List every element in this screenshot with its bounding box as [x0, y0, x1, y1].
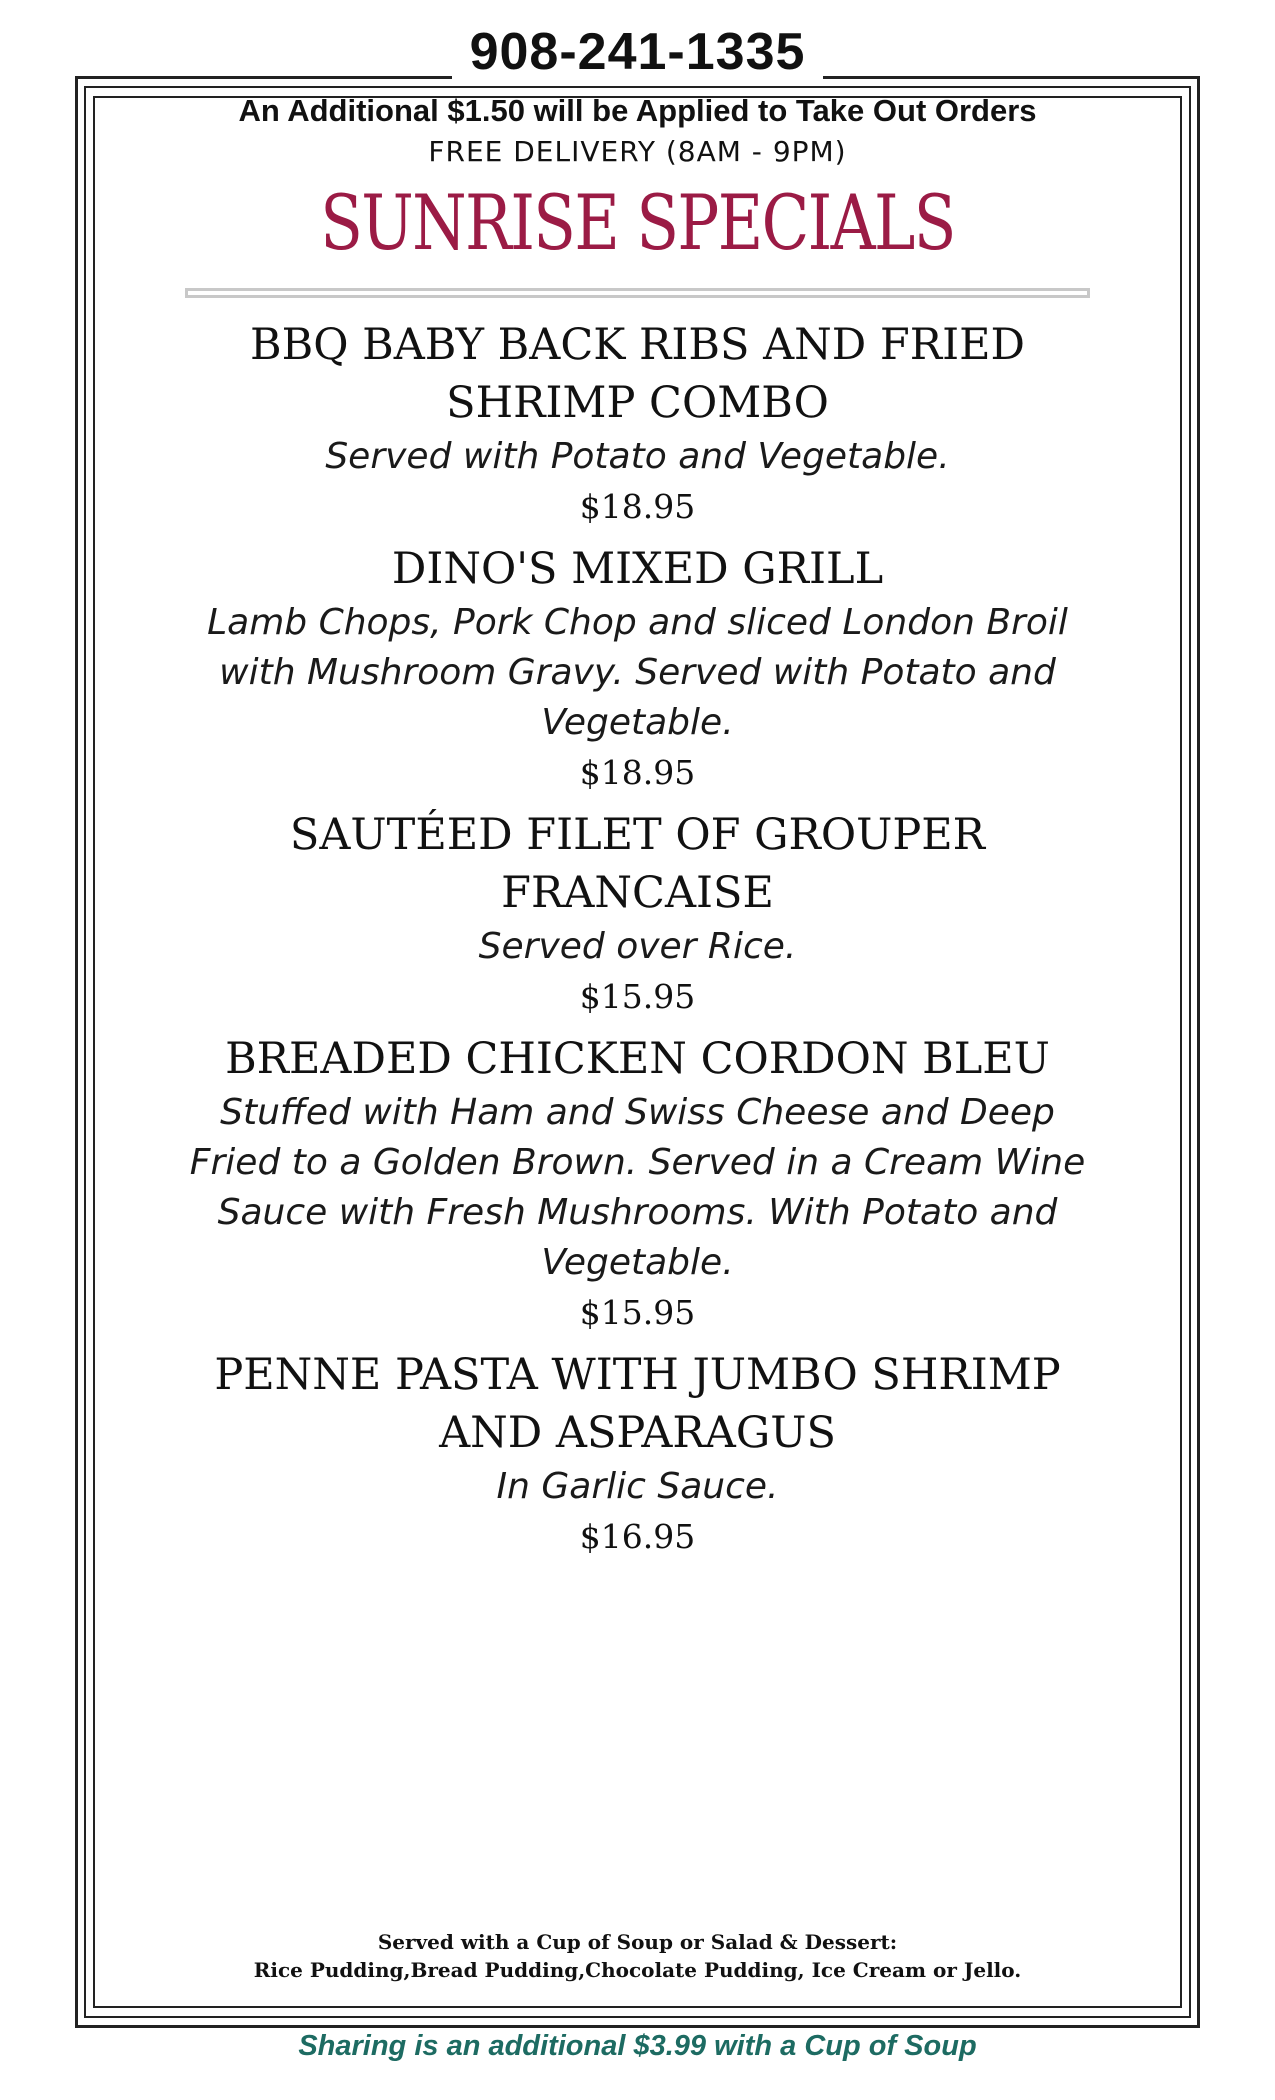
item-name: PENNE PASTA WITH JUMBO SHRIMP AND ASPARAGUS: [214, 1350, 1061, 1458]
menu-item: [175, 540, 1100, 798]
item-name: BREADED CHICKEN CORDON BLEU: [225, 1034, 1050, 1084]
served-line-2: Rice Pudding,Bread Pudding,Chocolate Pudding, Ice Cream or Jello.: [253, 1958, 1022, 1982]
item-name: SAUTÉED FILET OF GROUPER FRANCAISE: [289, 810, 986, 918]
phone-number: 908-241-1335: [0, 22, 1275, 82]
item-price: $15.95: [579, 977, 696, 1016]
item-price: $18.95: [579, 487, 696, 526]
free-delivery-note: FREE DELIVERY (8AM - 9PM): [428, 135, 847, 168]
item-description: Lamb Chops, Pork Chop and sliced London Broil with Mushroom Gravy. Served with Potato and Vegetable.: [207, 602, 1068, 743]
menu-title: SUNRISE SPECIALS: [320, 178, 955, 267]
item-name: DINO'S MIXED GRILL: [391, 544, 884, 594]
item-price: $18.95: [579, 753, 696, 792]
menu-item: [175, 1346, 1100, 1562]
served-line-1: Served with a Cup of Soup or Salad & Dessert:: [377, 1930, 898, 1954]
served-with-note: [0, 1928, 1275, 1984]
item-description: Served over Rice.: [478, 926, 797, 967]
item-name: BBQ BABY BACK RIBS AND FRIED SHRIMP COMBO: [250, 320, 1025, 428]
sharing-charge-note: Sharing is an additional $3.99 with a Cup of Soup: [298, 2030, 977, 2062]
menu-item: [175, 316, 1100, 532]
title-divider: [185, 288, 1090, 298]
item-description: Served with Potato and Vegetable.: [325, 436, 950, 477]
item-description: Stuffed with Ham and Swiss Cheese and Deep Fried to a Golden Brown. Served in a Cream Wine Sauce with Fresh Mushrooms. With Potato and Vegetable.: [189, 1092, 1086, 1283]
menu-item: [175, 1030, 1100, 1338]
menu-item: [175, 806, 1100, 1022]
item-price: $15.95: [579, 1293, 696, 1332]
takeout-surcharge-note: An Additional $1.50 will be Applied to Take Out Orders: [238, 93, 1037, 128]
item-price: $16.95: [579, 1517, 696, 1556]
item-description: In Garlic Sauce.: [496, 1466, 779, 1507]
specials-list: [175, 316, 1100, 1570]
